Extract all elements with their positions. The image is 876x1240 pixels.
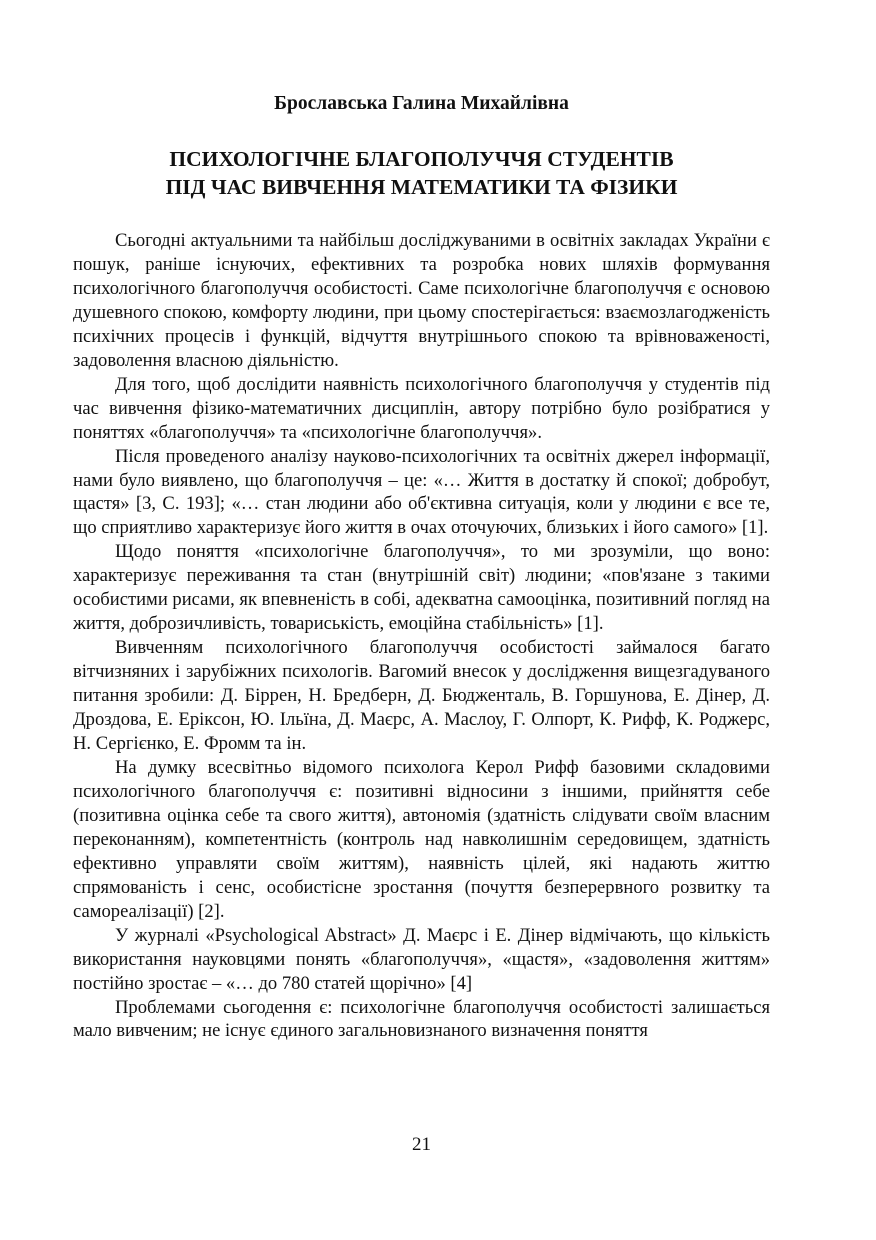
title-line-2: ПІД ЧАС ВИВЧЕННЯ МАТЕМАТИКИ ТА ФІЗИКИ (165, 175, 678, 199)
document-page (73, 0, 770, 1240)
page-number: 21 (412, 1134, 431, 1155)
paragraph: Сьогодні актуальними та найбільш досліджуваними в освітніх закладах України є пошук, раніше існуючих, ефективних та розробка нових шляхів формування психологічного благополуччя особистості. Саме психологічне благополуччя є основою душевного спокою, комфорту людини, при цьому спостерігається: взаємозлагодженість психічних процесів і функцій, відчуття внутрішнього спокою та врівноваженості, задоволення власною діяльністю. (73, 230, 770, 371)
paragraph: Вивченням психологічного благополуччя особистості займалося багато вітчизняних і зарубіжних психологів. Вагомий внесок у дослідження вищезгадуваного питання зробили: Д. Біррен, Н. Бредберн, Д. Бюдженталь, В. Горшунова, Е. Дінер, Д. Дроздова, Е. Еріксон, Ю. Ільїна, Д. Маєрс, А. Маслоу, Г. Олпорт, К. Рифф, К. Роджерс, Н. Сергієнко, Е. Фромм та ін. (73, 637, 770, 755)
title-line-1: ПСИХОЛОГІЧНЕ БЛАГОПОЛУЧЧЯ СТУДЕНТІВ (169, 147, 674, 171)
paragraph: На думку всесвітньо відомого психолога Керол Рифф базовими складовими психологічного благополуччя є: позитивні відносини з іншими, прийняття себе (позитивна оцінка себе та свого життя), автономія (здатність слідувати своїм власним переконанням), компетентність (контроль над навколишнім середовищем, здатність ефективно управляти своїм життям), наявність цілей, які надають життю спрямованість і сенс, особистісне зростання (почуття безперервного розвитку та самореалізації) [2]. (73, 756, 770, 922)
author-name: Брославська Галина Михайлівна (274, 93, 569, 114)
article-title (73, 145, 770, 201)
paragraph: Щодо поняття «психологічне благополуччя», то ми зрозуміли, що воно: характеризує переживання та стан (внутрішній світ) людини; «пов'язане з такими особистими рисами, як впевненість в собі, адекватна самооцінка, позитивний погляд на життя, доброзичливість, товариськість, емоційна стабільність» [1]. (73, 541, 770, 635)
paragraph: У журналі «Psychological Abstract» Д. Маєрс і Е. Дінер відмічають, що кількість використання науковцями понять «благополуччя», «щастя», «задоволення життям» постійно зростає – «… до 780 статей щорічно» [4] (73, 924, 770, 994)
paragraph: Для того, щоб дослідити наявність психологічного благополуччя у студентів під час вивчення фізико-математичних дисциплін, автору потрібно було розібратися у поняттях «благополуччя» та «психологічне благополуччя». (73, 373, 770, 443)
paragraph: Після проведеного аналізу науково-психологічних та освітніх джерел інформації, нами було виявлено, що благополуччя – це: «… Життя в достатку й спокої; добробут, щастя» [3, С. 193]; «… стан людини або об'єктивна ситуація, коли у людини є все те, що сприятливо характеризує його життя в очах оточуючих, близьких і його самого» [1]. (73, 445, 770, 539)
paragraph: Проблемами сьогодення є: психологічне благополуччя особистості залишається мало вивченим; не існує єдиного загальновизнаного визначення поняття (73, 996, 770, 1042)
article-body (73, 229, 770, 1043)
